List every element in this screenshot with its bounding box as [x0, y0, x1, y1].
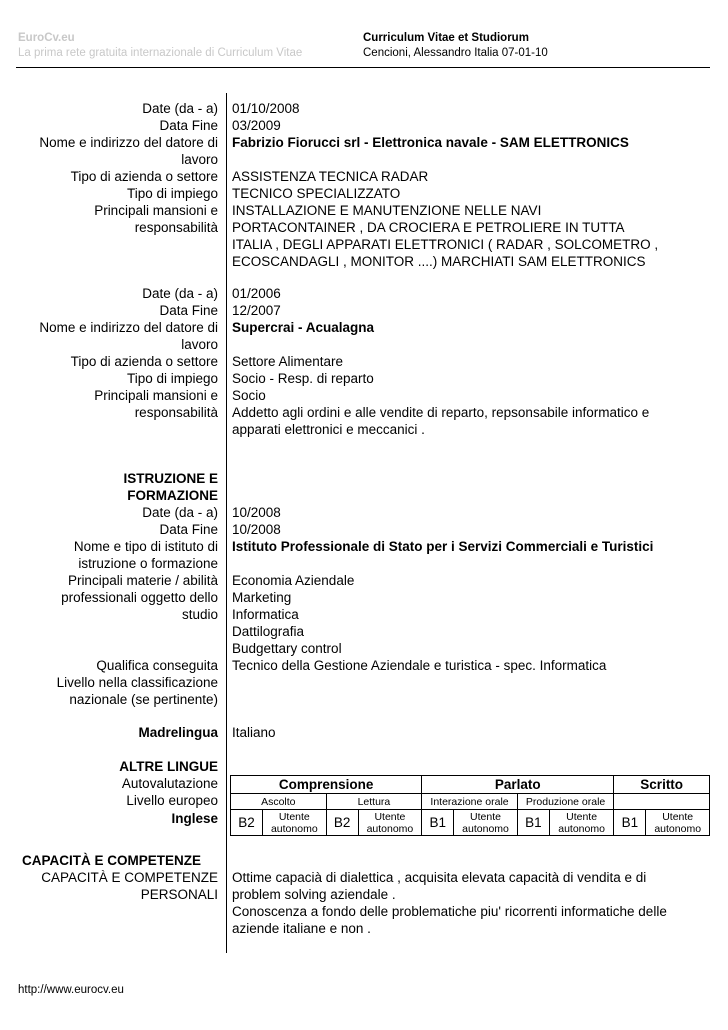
job1-employer-value: Fabrizio Fiorucci srl - Elettronica navale - SAM ELETTRONICS — [232, 135, 629, 150]
job1-sector-label: Tipo di azienda o settore — [70, 169, 218, 184]
education-section — [0, 470, 728, 708]
site-name: EuroCv.eu — [18, 32, 75, 44]
job1-duties-line: ITALIA , DEGLI APPARATI ELETTRONICI ( RADAR , SOLCOMETRO , — [232, 237, 659, 252]
level-desc: Utente autonomo — [358, 810, 422, 836]
education-heading-2: FORMAZIONE — [127, 488, 218, 503]
education-heading: ISTRUZIONE E — [123, 471, 218, 486]
edu-qual-label: Qualifica conseguita — [96, 658, 218, 673]
self-assessment-label: Autovalutazione — [121, 776, 218, 791]
header-left — [18, 31, 302, 61]
header-right — [363, 31, 548, 61]
other-languages-heading: ALTRE LINGUE — [119, 759, 218, 774]
edu-subj-label-3: studio — [181, 607, 218, 622]
job1-duties-line: INSTALLAZIONE E MANUTENZIONE NELLE NAVI — [232, 203, 542, 218]
edu-inst-label: Nome e tipo di istituto di — [73, 539, 218, 554]
job1-duties-line: PORTACONTAINER , DA CROCIERA E PETROLIERE IN TUTTA — [232, 220, 625, 235]
edu-subj-label: Principali materie / abilità — [67, 573, 218, 588]
mother-tongue-value: Italiano — [232, 725, 276, 740]
edu-qual-value: Tecnico della Gestione Aziendale e turistica - spec. Informatica — [232, 658, 607, 673]
doc-title: Curriculum Vitae et Studiorum — [363, 32, 529, 44]
header-divider — [16, 67, 710, 68]
job2-sector-value: Settore Alimentare — [232, 354, 344, 369]
edu-subject: Informatica — [232, 607, 299, 622]
skills-label: CAPACITÀ E COMPETENZE — [41, 870, 218, 885]
language-name: Inglese — [171, 811, 218, 826]
edu-subject: Budgettary control — [232, 641, 342, 656]
job1-sector-value: ASSISTENZA TECNICA RADAR — [232, 169, 429, 184]
job2-employer-label-2: lavoro — [181, 337, 218, 352]
edu-date-label: Date (da - a) — [142, 505, 218, 520]
job1-date-label: Date (da - a) — [142, 101, 218, 116]
job-2 — [0, 285, 728, 438]
job1-type-value: TECNICO SPECIALIZZATO — [232, 186, 401, 201]
job2-sector-label: Tipo di azienda o settore — [70, 354, 218, 369]
job2-date-value: 01/2006 — [232, 286, 281, 301]
skills-line: aziende italiane e non . — [232, 921, 371, 936]
comprensione-header: Comprensione — [231, 776, 422, 794]
job2-duties-label: Principali mansioni e — [94, 388, 218, 403]
job2-duties-line: Addetto agli ordini e alle vendite di reparto, repsonsabile informatico e — [232, 405, 650, 420]
level-code: B1 — [422, 810, 454, 836]
edu-subject: Economia Aziendale — [232, 573, 355, 588]
level-desc: Utente autonomo — [549, 810, 614, 836]
mother-tongue-label: Madrelingua — [138, 725, 218, 740]
job1-end-value: 03/2009 — [232, 118, 281, 133]
job1-employer-label: Nome e indirizzo del datore di — [39, 135, 218, 150]
job2-employer-value: Supercrai - Acualagna — [232, 320, 375, 335]
level-code: B1 — [614, 810, 646, 836]
skills-line: Conoscenza a fondo delle problematiche piu' ricorrenti informatiche delle — [232, 904, 667, 919]
level-desc: Utente autonomo — [263, 810, 327, 836]
job1-duties-label-2: responsabilità — [134, 220, 218, 235]
edu-end-value: 10/2008 — [232, 522, 281, 537]
job2-duties-line: Socio — [232, 388, 266, 403]
level-code: B2 — [231, 810, 263, 836]
edu-inst-value: Istituto Professionale di Stato per i Servizi Commerciali e Turistici — [232, 539, 654, 554]
produzione-header: Produzione orale — [517, 794, 614, 810]
job1-type-label: Tipo di impiego — [126, 186, 218, 201]
doc-subtitle: Cencioni, Alessandro Italia 07-01-10 — [363, 47, 548, 59]
skills-line: Ottime capacià di dialettica , acquisita elevata capacità di vendita e di — [232, 870, 647, 885]
skills-label-2: PERSONALI — [140, 887, 218, 902]
job2-duties-line: apparati elettronici e meccanici . — [232, 422, 425, 437]
job-1 — [0, 100, 728, 270]
european-level-label: Livello europeo — [126, 793, 218, 808]
job2-type-value: Socio - Resp. di reparto — [232, 371, 374, 386]
level-code: B1 — [517, 810, 549, 836]
job1-date-value: 01/10/2008 — [232, 101, 300, 116]
job1-end-label: Data Fine — [159, 118, 218, 133]
edu-subject: Dattilografia — [232, 624, 305, 639]
level-desc: Utente autonomo — [454, 810, 518, 836]
skills-line: problem solving aziendale . — [232, 887, 396, 902]
mother-tongue — [0, 724, 728, 741]
language-grid — [230, 775, 710, 836]
job1-duties-line: ECOSCANDAGLI , MONITOR ....) MARCHIATI SAM ELETTRONICS — [232, 254, 646, 269]
job2-end-value: 12/2007 — [232, 303, 281, 318]
job2-employer-label: Nome e indirizzo del datore di — [39, 320, 218, 335]
edu-date-value: 10/2008 — [232, 505, 281, 520]
site-tagline: La prima rete gratuita internazionale di Curriculum Vitae — [18, 47, 303, 59]
lettura-header: Lettura — [326, 794, 422, 810]
edu-subject: Marketing — [232, 590, 292, 605]
interazione-header: Interazione orale — [422, 794, 518, 810]
level-desc: Utente autonomo — [646, 810, 710, 836]
job2-type-label: Tipo di impiego — [126, 371, 218, 386]
job2-duties-label-2: responsabilità — [134, 405, 218, 420]
edu-inst-label-2: istruzione o formazione — [78, 556, 218, 571]
scritto-header: Scritto — [614, 776, 710, 794]
job2-date-label: Date (da - a) — [142, 286, 218, 301]
job2-end-label: Data Fine — [159, 303, 218, 318]
edu-level-label-2: nazionale (se pertinente) — [69, 692, 218, 707]
skills-section — [0, 852, 728, 937]
edu-level-label: Livello nella classificazione — [56, 675, 218, 690]
level-code: B2 — [326, 810, 358, 836]
job1-duties-label: Principali mansioni e — [94, 203, 218, 218]
parlato-header: Parlato — [422, 776, 614, 794]
job1-employer-label-2: lavoro — [181, 152, 218, 167]
edu-subj-label-2: professionali oggetto dello — [61, 590, 218, 605]
ascolto-header: Ascolto — [231, 794, 327, 810]
edu-end-label: Data Fine — [159, 522, 218, 537]
footer-link[interactable]: http://www.eurocv.eu — [18, 984, 124, 996]
skills-heading: CAPACITÀ E COMPETENZE — [22, 853, 202, 868]
